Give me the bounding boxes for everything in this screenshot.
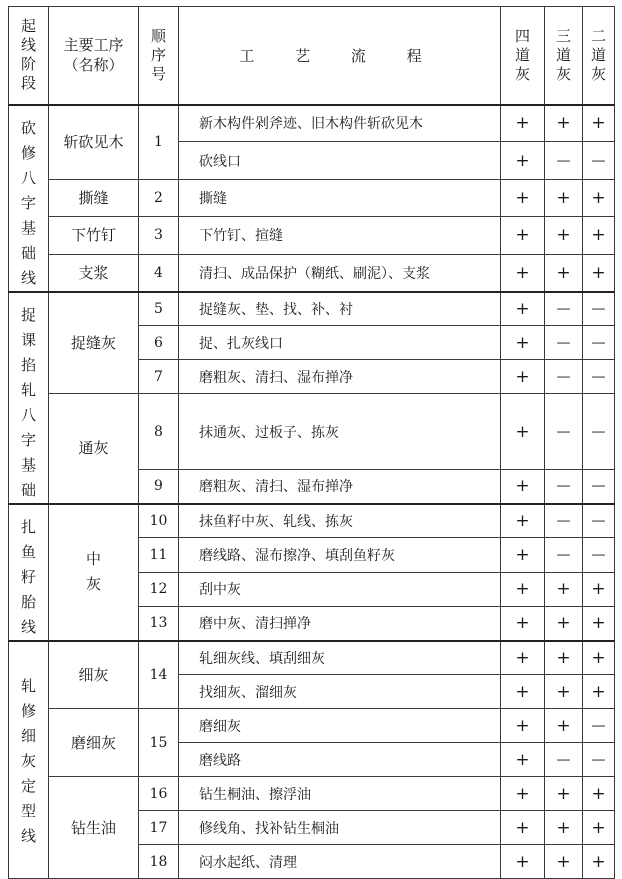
process-table bbox=[8, 6, 615, 879]
header-four-coat: 四道灰 bbox=[501, 7, 545, 105]
mark-cell: + bbox=[583, 811, 615, 845]
mark-cell: — bbox=[583, 292, 615, 326]
mark-cell: + bbox=[583, 572, 615, 606]
table-row bbox=[9, 394, 615, 470]
table-row bbox=[9, 641, 615, 675]
table-row bbox=[9, 709, 615, 743]
flow-cell: 砍线口 bbox=[179, 142, 501, 179]
mark-cell: + bbox=[501, 217, 545, 254]
seq-cell: 12 bbox=[139, 572, 179, 606]
mark-cell: + bbox=[501, 179, 545, 216]
mark-cell: — bbox=[545, 743, 583, 777]
seq-cell: 2 bbox=[139, 179, 179, 216]
process-cell: 支浆 bbox=[49, 254, 139, 291]
seq-cell: 18 bbox=[139, 845, 179, 879]
flow-cell: 下竹钉、揎缝 bbox=[179, 217, 501, 254]
process-cell: 下竹钉 bbox=[49, 217, 139, 254]
mark-cell: + bbox=[583, 845, 615, 879]
flow-cell: 闷水起纸、清理 bbox=[179, 845, 501, 879]
mark-cell: + bbox=[545, 179, 583, 216]
process-cell: 撕缝 bbox=[49, 179, 139, 216]
mark-cell: + bbox=[545, 641, 583, 675]
mark-cell: + bbox=[501, 777, 545, 811]
mark-cell: + bbox=[583, 606, 615, 640]
stage-cell: 扎鱼籽胎线 bbox=[9, 504, 49, 641]
mark-cell: — bbox=[545, 360, 583, 394]
header-stage: 起线阶段 bbox=[9, 7, 49, 105]
process-cell: 细灰 bbox=[49, 641, 139, 709]
stage-cell: 砍修八字基础线 bbox=[9, 105, 49, 292]
mark-cell: — bbox=[545, 394, 583, 470]
mark-cell: + bbox=[583, 641, 615, 675]
process-cell: 斩砍见木 bbox=[49, 105, 139, 180]
mark-cell: + bbox=[501, 709, 545, 743]
flow-cell: 磨细灰 bbox=[179, 709, 501, 743]
table-row bbox=[9, 254, 615, 291]
mark-cell: — bbox=[545, 292, 583, 326]
mark-cell: + bbox=[545, 105, 583, 142]
mark-cell: + bbox=[545, 254, 583, 291]
mark-cell: + bbox=[545, 777, 583, 811]
mark-cell: + bbox=[501, 142, 545, 179]
table-row bbox=[9, 504, 615, 538]
header-process: 主要工序 （名称） bbox=[49, 7, 139, 105]
table-row bbox=[9, 777, 615, 811]
seq-cell: 5 bbox=[139, 292, 179, 326]
seq-cell: 16 bbox=[139, 777, 179, 811]
process-cell: 磨细灰 bbox=[49, 709, 139, 777]
flow-cell: 捉缝灰、垫、找、补、衬 bbox=[179, 292, 501, 326]
flow-cell: 磨中灰、清扫掸净 bbox=[179, 606, 501, 640]
seq-cell: 8 bbox=[139, 394, 179, 470]
mark-cell: + bbox=[545, 572, 583, 606]
mark-cell: — bbox=[583, 394, 615, 470]
table-row bbox=[9, 179, 615, 216]
mark-cell: + bbox=[501, 105, 545, 142]
mark-cell: + bbox=[501, 394, 545, 470]
flow-cell: 磨线路、湿布擦净、填刮鱼籽灰 bbox=[179, 538, 501, 572]
header-two-coat: 二道灰 bbox=[583, 7, 615, 105]
seq-cell: 9 bbox=[139, 470, 179, 504]
mark-cell: — bbox=[583, 360, 615, 394]
process-cell: 通灰 bbox=[49, 394, 139, 504]
mark-cell: — bbox=[583, 470, 615, 504]
flow-cell: 新木构件剁斧迹、旧木构件斩砍见木 bbox=[179, 105, 501, 142]
flow-cell: 磨粗灰、清扫、湿布掸净 bbox=[179, 470, 501, 504]
mark-cell: + bbox=[501, 641, 545, 675]
mark-cell: + bbox=[501, 572, 545, 606]
mark-cell: + bbox=[501, 606, 545, 640]
flow-cell: 轧细灰线、填刮细灰 bbox=[179, 641, 501, 675]
mark-cell: + bbox=[501, 504, 545, 538]
seq-cell: 4 bbox=[139, 254, 179, 291]
mark-cell: — bbox=[545, 142, 583, 179]
flow-cell: 清扫、成品保护（糊纸、刷泥）、支浆 bbox=[179, 254, 501, 291]
stage-cell: 捉课掐轧八字基础 bbox=[9, 292, 49, 504]
mark-cell: + bbox=[545, 709, 583, 743]
mark-cell: + bbox=[545, 675, 583, 709]
process-cell: 中灰 bbox=[49, 504, 139, 641]
mark-cell: + bbox=[583, 179, 615, 216]
mark-cell: + bbox=[583, 675, 615, 709]
mark-cell: — bbox=[545, 504, 583, 538]
mark-cell: + bbox=[583, 254, 615, 291]
mark-cell: + bbox=[501, 360, 545, 394]
mark-cell: — bbox=[545, 538, 583, 572]
mark-cell: — bbox=[583, 326, 615, 360]
seq-cell: 11 bbox=[139, 538, 179, 572]
flow-cell: 抹鱼籽中灰、轧线、拣灰 bbox=[179, 504, 501, 538]
mark-cell: + bbox=[545, 606, 583, 640]
table-row bbox=[9, 105, 615, 142]
table-row bbox=[9, 217, 615, 254]
seq-cell: 15 bbox=[139, 709, 179, 777]
mark-cell: + bbox=[583, 105, 615, 142]
seq-cell: 7 bbox=[139, 360, 179, 394]
process-cell: 捉缝灰 bbox=[49, 292, 139, 394]
mark-cell: + bbox=[501, 811, 545, 845]
header-row bbox=[9, 7, 615, 105]
mark-cell: + bbox=[501, 292, 545, 326]
mark-cell: — bbox=[583, 743, 615, 777]
flow-cell: 找细灰、溜细灰 bbox=[179, 675, 501, 709]
seq-cell: 13 bbox=[139, 606, 179, 640]
flow-cell: 撕缝 bbox=[179, 179, 501, 216]
mark-cell: + bbox=[583, 217, 615, 254]
mark-cell: + bbox=[501, 254, 545, 291]
stage-cell: 轧修细灰定型线 bbox=[9, 641, 49, 879]
seq-cell: 3 bbox=[139, 217, 179, 254]
mark-cell: + bbox=[501, 675, 545, 709]
flow-cell: 捉、扎灰线口 bbox=[179, 326, 501, 360]
flow-cell: 刮中灰 bbox=[179, 572, 501, 606]
header-seq: 顺序号 bbox=[139, 7, 179, 105]
process-cell: 钻生油 bbox=[49, 777, 139, 879]
mark-cell: + bbox=[501, 326, 545, 360]
process-table-container bbox=[8, 6, 615, 879]
seq-cell: 17 bbox=[139, 811, 179, 845]
seq-cell: 10 bbox=[139, 504, 179, 538]
flow-cell: 磨粗灰、清扫、湿布掸净 bbox=[179, 360, 501, 394]
flow-cell: 抹通灰、过板子、拣灰 bbox=[179, 394, 501, 470]
mark-cell: — bbox=[545, 470, 583, 504]
mark-cell: + bbox=[583, 777, 615, 811]
mark-cell: + bbox=[545, 217, 583, 254]
header-three-coat: 三道灰 bbox=[545, 7, 583, 105]
mark-cell: — bbox=[583, 142, 615, 179]
mark-cell: — bbox=[583, 504, 615, 538]
header-flow: 工 艺 流 程 bbox=[179, 7, 501, 105]
flow-cell: 修线角、找补钻生桐油 bbox=[179, 811, 501, 845]
mark-cell: + bbox=[545, 845, 583, 879]
mark-cell: + bbox=[501, 845, 545, 879]
flow-cell: 磨线路 bbox=[179, 743, 501, 777]
table-row bbox=[9, 292, 615, 326]
mark-cell: + bbox=[501, 470, 545, 504]
mark-cell: + bbox=[501, 538, 545, 572]
seq-cell: 6 bbox=[139, 326, 179, 360]
mark-cell: + bbox=[501, 743, 545, 777]
seq-cell: 14 bbox=[139, 641, 179, 709]
mark-cell: + bbox=[545, 811, 583, 845]
mark-cell: — bbox=[545, 326, 583, 360]
mark-cell: — bbox=[583, 538, 615, 572]
mark-cell: — bbox=[583, 709, 615, 743]
seq-cell: 1 bbox=[139, 105, 179, 180]
flow-cell: 钻生桐油、擦浮油 bbox=[179, 777, 501, 811]
